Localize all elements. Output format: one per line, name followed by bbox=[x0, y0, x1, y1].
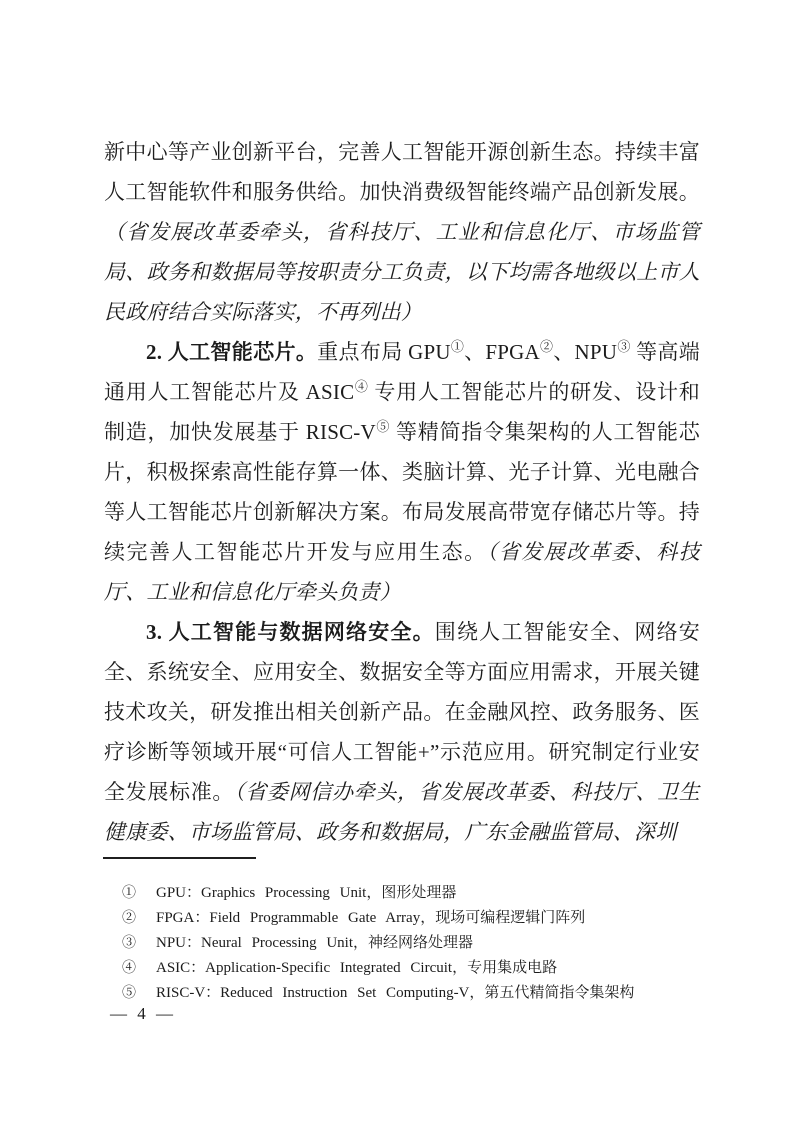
footnote-ref-2: ② bbox=[539, 339, 554, 354]
responsibility-annotation: （省发展改革委牵头，省科技厅、工业和信息化厅、市场监管局、政务和数据局等按职责分工负责，以下均需各地级以上市人民政府结合实际落实，不再列出） bbox=[104, 220, 700, 324]
text-segment: 、FPGA bbox=[464, 340, 540, 364]
footnote-ref-1: ① bbox=[450, 339, 465, 354]
footnote-text: ASIC：Application-Specific Integrated Circuit，专用集成电路 bbox=[156, 960, 558, 976]
paragraph-section-3 bbox=[104, 612, 700, 852]
footnote-item bbox=[122, 981, 682, 1006]
footnote-item bbox=[122, 881, 682, 906]
footnote-item bbox=[122, 931, 682, 956]
footnote-text: RISC-V：Reduced Instruction Set Computing-V，第五代精简指令集架构 bbox=[156, 985, 635, 1001]
footnote-separator bbox=[103, 857, 256, 859]
responsibility-annotation: （省发展改革委、科技厅、工业和信息化厅牵头负责） bbox=[104, 540, 701, 604]
section-heading: 2. 人工智能芯片。 bbox=[146, 340, 318, 364]
paragraph-continuation bbox=[104, 132, 700, 332]
section-heading: 3. 人工智能与数据网络安全。 bbox=[146, 620, 435, 644]
text-segment: 围绕人工智能安全、网络安全、系统安全、应用安全、数据安全等方面应用需求，开展关键技术攻关，研发推出相关创新产品。在金融风控、政务服务、医疗诊断等领域开展“可信人工智能+”示范应用。研究制定行业安全发展标准。 bbox=[104, 620, 700, 804]
text-segment: 等精简指令集架构的人工智能芯片，积极探索高性能存算一体、类脑计算、光子计算、光电融合等人工智能芯片创新解决方案。布局发展高带宽存储芯片等。持续完善人工智能芯片开发与应用生态。 bbox=[104, 420, 701, 564]
footnote-ref-3: ③ bbox=[617, 339, 631, 354]
text-segment: 等高端通用人工智能芯片及 ASIC bbox=[104, 340, 700, 404]
text-segment: 、NPU bbox=[553, 340, 618, 364]
footnote-marker: ③ bbox=[122, 936, 136, 951]
footnote-marker: ⑤ bbox=[122, 986, 136, 1001]
document-body bbox=[104, 132, 700, 856]
text-segment: 新中心等产业创新平台，完善人工智能开源创新生态。持续丰富人工智能软件和服务供给。加快消费级智能终端产品创新发展。 bbox=[104, 140, 700, 204]
paragraph-section-2 bbox=[104, 332, 700, 612]
page-number: — 4 — bbox=[110, 1004, 174, 1023]
footnote-text: NPU：Neural Processing Unit，神经网络处理器 bbox=[156, 935, 473, 951]
footnote-text: FPGA：Field Programmable Gate Array，现场可编程逻辑门阵列 bbox=[156, 910, 586, 926]
responsibility-annotation: （省委网信办牵头，省发展改革委、科技厅、卫生健康委、市场监管局、政务和数据局，广东金融监管局、深圳 bbox=[104, 780, 701, 844]
footnotes bbox=[122, 881, 682, 1006]
footnote-marker: ④ bbox=[122, 961, 136, 976]
footnote-item bbox=[122, 906, 682, 931]
footnote-text: GPU：Graphics Processing Unit，图形处理器 bbox=[156, 885, 457, 901]
footnote-marker: ② bbox=[122, 911, 136, 926]
text-segment: 重点布局 GPU bbox=[317, 340, 451, 364]
footnote-item bbox=[122, 956, 682, 981]
text-segment: 专用人工智能芯片的研发、设计和制造，加快发展基于 RISC-V bbox=[104, 380, 700, 444]
footnote-marker: ① bbox=[122, 886, 136, 901]
footnote-ref-4: ④ bbox=[354, 379, 369, 394]
footnote-ref-5: ⑤ bbox=[375, 419, 390, 434]
